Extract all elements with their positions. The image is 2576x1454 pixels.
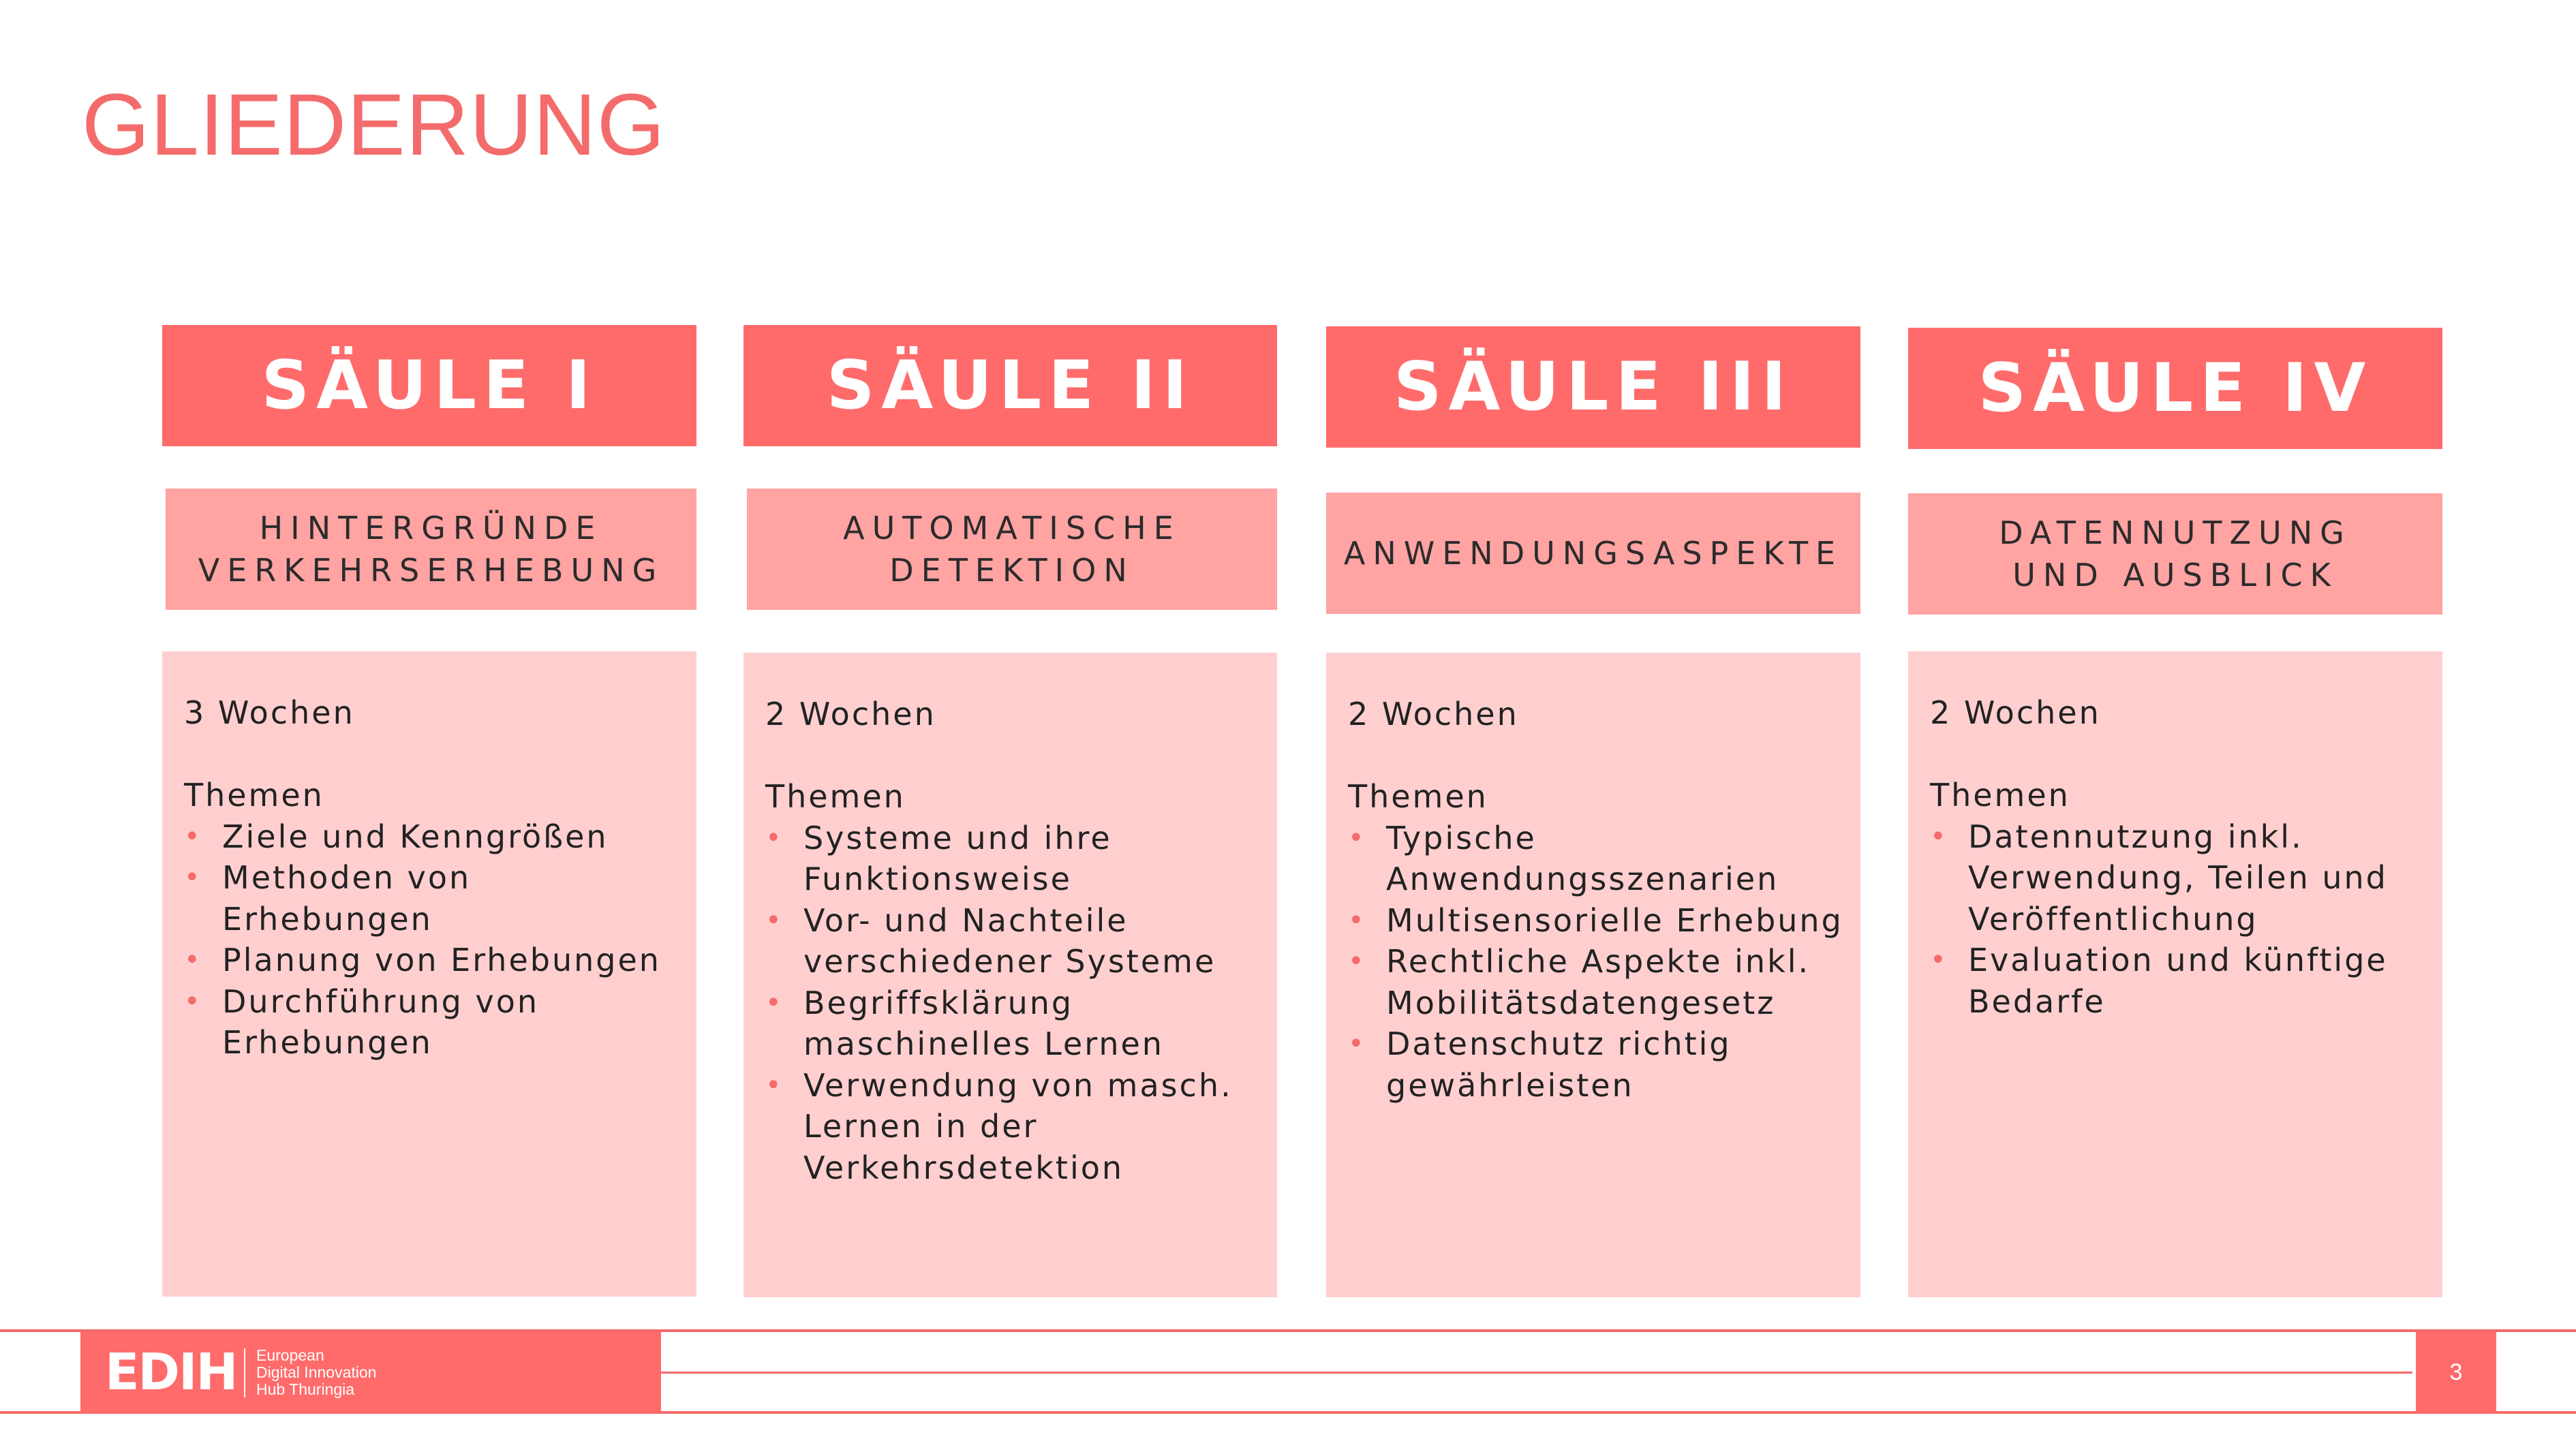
list-item: • Rechtliche Aspekte inkl. Mobilitätsdatengesetz <box>1348 941 1847 1023</box>
logo-text-line: Hub Thuringia <box>256 1380 355 1398</box>
logo-divider <box>244 1348 245 1397</box>
logo-text-line: Digital Innovation <box>256 1363 377 1381</box>
column-1-subtitle-line: HINTERGRÜNDE <box>259 510 603 546</box>
list-item: • Evaluation und künftige Bedarfe <box>1930 940 2429 1022</box>
column-4-subtitle-line: UND AUSBLICK <box>2012 557 2338 593</box>
slide-title: GLIEDERUNG <box>82 76 666 174</box>
column-2-duration: 2 Wochen <box>765 696 936 732</box>
column-3-topics-label: Themen <box>1348 778 1488 815</box>
list-item: • Planung von Erhebungen <box>184 940 683 981</box>
list-item: • Systeme und ihre Funktionsweise <box>765 818 1263 900</box>
logo-text-line: European <box>256 1346 324 1364</box>
column-2-body <box>743 653 1277 1297</box>
column-1-body <box>162 651 696 1297</box>
column-3-subtitle <box>1326 493 1860 614</box>
column-3-duration: 2 Wochen <box>1348 696 1519 732</box>
column-2-topic-list <box>765 818 1263 1189</box>
column-2-subtitle-line: DETEKTION <box>889 552 1135 589</box>
list-item: • Verwendung von masch. Lernen in der Verkehrsdetektion <box>765 1065 1263 1189</box>
list-item: • Ziele und Kenngrößen <box>184 816 683 858</box>
list-item: • Datennutzung inkl. Verwendung, Teilen und Veröffentlichung <box>1930 816 2429 940</box>
list-item: • Typische Anwendungsszenarien <box>1348 818 1847 900</box>
column-3-topic-list <box>1348 818 1847 1107</box>
list-item: • Datenschutz richtig gewährleisten <box>1348 1023 1847 1106</box>
list-item: • Vor- und Nachteile verschiedener Systeme <box>765 900 1263 983</box>
column-4-duration: 2 Wochen <box>1930 694 2101 731</box>
column-3-header: SÄULE III <box>1326 326 1860 448</box>
list-item: • Begriffsklärung maschinelles Lernen <box>765 983 1263 1065</box>
list-item: • Multisensorielle Erhebung <box>1348 900 1847 942</box>
column-2-subtitle <box>747 489 1277 610</box>
column-1-topic-list <box>184 816 683 1064</box>
column-1-duration: 3 Wochen <box>184 694 355 731</box>
footer-logo <box>80 1332 661 1412</box>
logo-wordmark: EDIH <box>105 1343 237 1402</box>
column-3-subtitle-line: ANWENDUNGSASPEKTE <box>1343 535 1843 572</box>
column-4-topics-label: Themen <box>1930 777 2070 814</box>
page-number: 3 <box>2416 1332 2496 1412</box>
column-4-subtitle-line: DATENNUTZUNG <box>1999 514 2352 551</box>
column-4-subtitle <box>1908 493 2442 615</box>
column-2-header: SÄULE II <box>743 325 1277 446</box>
column-4-header: SÄULE IV <box>1908 328 2442 449</box>
logo-text <box>256 1347 376 1398</box>
column-1-subtitle-line: VERKEHRSERHEBUNG <box>198 552 664 589</box>
column-3-body <box>1326 653 1860 1297</box>
column-1-subtitle <box>166 489 696 610</box>
column-4-topic-list <box>1930 816 2429 1023</box>
column-2-topics-label: Themen <box>765 778 906 815</box>
list-item: • Durchführung von Erhebungen <box>184 981 683 1064</box>
column-2-subtitle-line: AUTOMATISCHE <box>843 510 1181 546</box>
footer-middle-line <box>661 1372 2412 1374</box>
column-1-topics-label: Themen <box>184 777 324 814</box>
column-4-body <box>1908 651 2442 1297</box>
column-1-header: SÄULE I <box>162 325 696 446</box>
list-item: • Methoden von Erhebungen <box>184 857 683 940</box>
